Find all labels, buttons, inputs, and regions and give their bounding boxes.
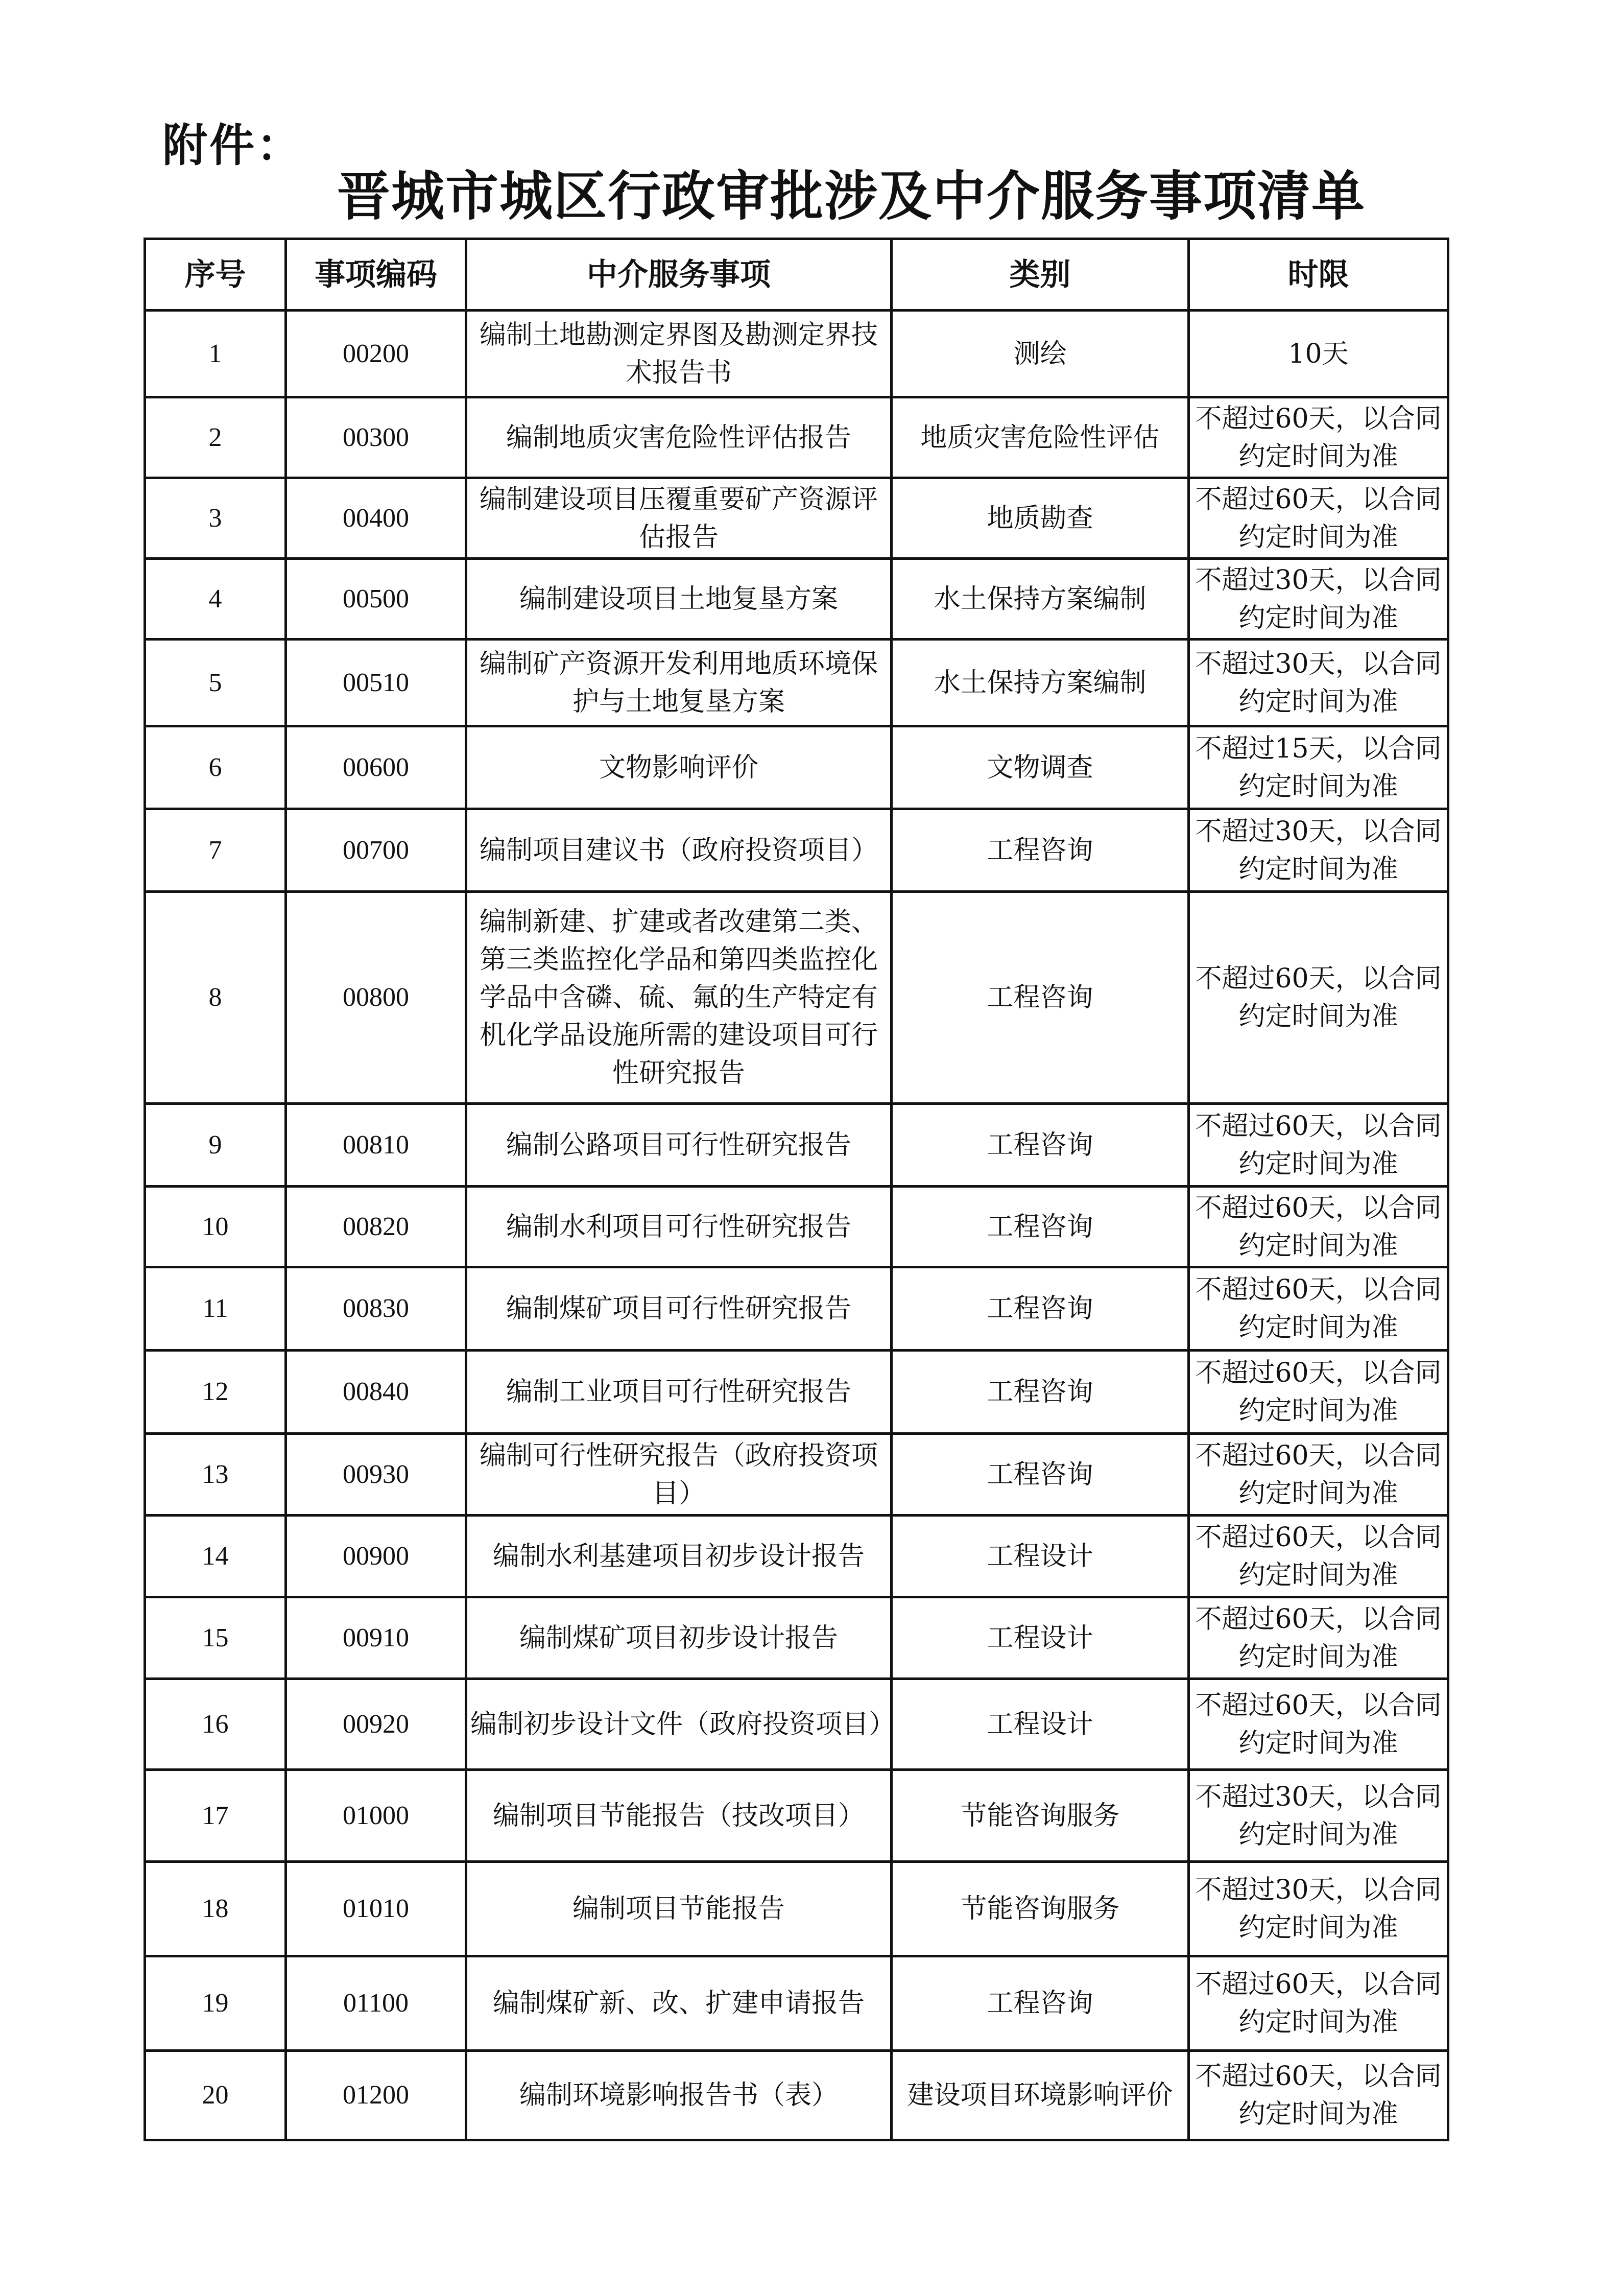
row-code: 00840 [286,1351,466,1434]
table-row [145,1956,1448,2051]
table-row [145,726,1448,809]
row-category: 水土保持方案编制 [892,640,1189,726]
row-category: 工程咨询 [892,1956,1189,2051]
row-code: 00820 [286,1187,466,1267]
table-row [145,478,1448,559]
row-item: 编制煤矿新、改、扩建申请报告 [466,1956,892,2051]
table-row [145,1516,1448,1597]
row-limit: 不超过60天，以合同约定时间为准 [1189,892,1448,1104]
row-no: 10 [145,1187,286,1267]
row-item: 编制建设项目土地复垦方案 [466,559,892,640]
row-code: 00300 [286,397,466,478]
row-category: 工程咨询 [892,1434,1189,1516]
row-category: 工程咨询 [892,1351,1189,1434]
row-limit: 不超过60天，以合同约定时间为准 [1189,1679,1448,1770]
row-no: 5 [145,640,286,726]
row-no: 7 [145,809,286,892]
table-row [145,1351,1448,1434]
row-item: 编制项目建议书（政府投资项目） [466,809,892,892]
row-limit: 不超过60天，以合同约定时间为准 [1189,1351,1448,1434]
row-item: 编制初步设计文件（政府投资项目） [466,1679,892,1770]
row-category: 建设项目环境影响评价 [892,2051,1189,2140]
row-limit: 不超过60天，以合同约定时间为准 [1189,2051,1448,2140]
row-code: 00830 [286,1267,466,1351]
table-row [145,1267,1448,1351]
row-limit: 不超过30天，以合同约定时间为准 [1189,1862,1448,1956]
table-row [145,1597,1448,1679]
row-limit: 不超过60天，以合同约定时间为准 [1189,1597,1448,1679]
table-row [145,2051,1448,2140]
row-category: 工程咨询 [892,1187,1189,1267]
row-category: 工程设计 [892,1597,1189,1679]
row-category: 地质勘查 [892,478,1189,559]
table-row [145,1187,1448,1267]
row-limit: 不超过60天，以合同约定时间为准 [1189,397,1448,478]
row-category: 工程设计 [892,1679,1189,1770]
document-title: 晋城市城区行政审批涉及中介服务事项清单 [337,164,1366,227]
table-row [145,809,1448,892]
row-item: 文物影响评价 [466,726,892,809]
row-code: 01100 [286,1956,466,2051]
table-row [145,1862,1448,1956]
table-row [145,892,1448,1104]
row-item: 编制工业项目可行性研究报告 [466,1351,892,1434]
row-category: 工程咨询 [892,1267,1189,1351]
row-code: 00800 [286,892,466,1104]
row-item: 编制地质灾害危险性评估报告 [466,397,892,478]
row-limit: 不超过60天，以合同约定时间为准 [1189,1516,1448,1597]
table-row [145,397,1448,478]
table-row [145,1104,1448,1187]
row-no: 8 [145,892,286,1104]
row-no: 9 [145,1104,286,1187]
row-category: 节能咨询服务 [892,1862,1189,1956]
row-item: 编制项目节能报告（技改项目） [466,1770,892,1862]
row-code: 00200 [286,311,466,397]
row-category: 工程咨询 [892,1104,1189,1187]
row-category: 文物调查 [892,726,1189,809]
header-no: 序号 [145,239,286,311]
row-category: 节能咨询服务 [892,1770,1189,1862]
table-row [145,1679,1448,1770]
header-category: 类别 [892,239,1189,311]
header-item: 中介服务事项 [466,239,892,311]
row-category: 工程咨询 [892,809,1189,892]
row-item: 编制环境影响报告书（表） [466,2051,892,2140]
row-category: 地质灾害危险性评估 [892,397,1189,478]
row-limit: 不超过30天，以合同约定时间为准 [1189,1770,1448,1862]
row-code: 01000 [286,1770,466,1862]
row-code: 01010 [286,1862,466,1956]
row-no: 17 [145,1770,286,1862]
table-row [145,1434,1448,1516]
row-limit: 不超过15天，以合同约定时间为准 [1189,726,1448,809]
row-item: 编制建设项目压覆重要矿产资源评估报告 [466,478,892,559]
row-limit: 不超过60天，以合同约定时间为准 [1189,1434,1448,1516]
table-header-row [145,239,1448,311]
table-row [145,1770,1448,1862]
row-item: 编制水利基建项目初步设计报告 [466,1516,892,1597]
row-limit: 不超过60天，以合同约定时间为准 [1189,1956,1448,2051]
table-row [145,559,1448,640]
row-item: 编制煤矿项目初步设计报告 [466,1597,892,1679]
row-code: 00600 [286,726,466,809]
row-limit: 不超过30天，以合同约定时间为准 [1189,809,1448,892]
row-no: 6 [145,726,286,809]
row-code: 00500 [286,559,466,640]
table-row [145,640,1448,726]
row-category: 工程设计 [892,1516,1189,1597]
row-item: 编制煤矿项目可行性研究报告 [466,1267,892,1351]
row-limit: 不超过60天，以合同约定时间为准 [1189,1104,1448,1187]
row-code: 00510 [286,640,466,726]
row-limit: 不超过60天，以合同约定时间为准 [1189,1267,1448,1351]
row-limit: 不超过60天，以合同约定时间为准 [1189,1187,1448,1267]
row-code: 00700 [286,809,466,892]
row-no: 4 [145,559,286,640]
row-item: 编制可行性研究报告（政府投资项目） [466,1434,892,1516]
row-no: 2 [145,397,286,478]
row-item: 编制新建、扩建或者改建第二类、第三类监控化学品和第四类监控化学品中含磷、硫、氟的生产特定有机化学品设施所需的建设项目可行性研究报告 [466,892,892,1104]
row-no: 18 [145,1862,286,1956]
row-code: 00930 [286,1434,466,1516]
row-no: 14 [145,1516,286,1597]
row-item: 编制项目节能报告 [466,1862,892,1956]
row-limit: 不超过60天，以合同约定时间为准 [1189,478,1448,559]
row-no: 3 [145,478,286,559]
row-no: 1 [145,311,286,397]
row-no: 15 [145,1597,286,1679]
row-no: 20 [145,2051,286,2140]
row-no: 11 [145,1267,286,1351]
row-no: 13 [145,1434,286,1516]
row-limit: 10天 [1189,311,1448,397]
row-limit: 不超过30天，以合同约定时间为准 [1189,559,1448,640]
row-no: 12 [145,1351,286,1434]
header-code: 事项编码 [286,239,466,311]
row-item: 编制土地勘测定界图及勘测定界技术报告书 [466,311,892,397]
row-code: 00810 [286,1104,466,1187]
row-no: 19 [145,1956,286,2051]
row-code: 00920 [286,1679,466,1770]
row-category: 测绘 [892,311,1189,397]
row-no: 16 [145,1679,286,1770]
row-category: 工程咨询 [892,892,1189,1104]
row-item: 编制公路项目可行性研究报告 [466,1104,892,1187]
row-code: 01200 [286,2051,466,2140]
header-limit: 时限 [1189,239,1448,311]
attachment-label: 附件： [162,119,304,172]
row-item: 编制矿产资源开发利用地质环境保护与土地复垦方案 [466,640,892,726]
row-code: 00400 [286,478,466,559]
row-code: 00910 [286,1597,466,1679]
row-code: 00900 [286,1516,466,1597]
table-row [145,311,1448,397]
row-category: 水土保持方案编制 [892,559,1189,640]
row-limit: 不超过30天，以合同约定时间为准 [1189,640,1448,726]
service-items-table [144,238,1449,2141]
row-item: 编制水利项目可行性研究报告 [466,1187,892,1267]
